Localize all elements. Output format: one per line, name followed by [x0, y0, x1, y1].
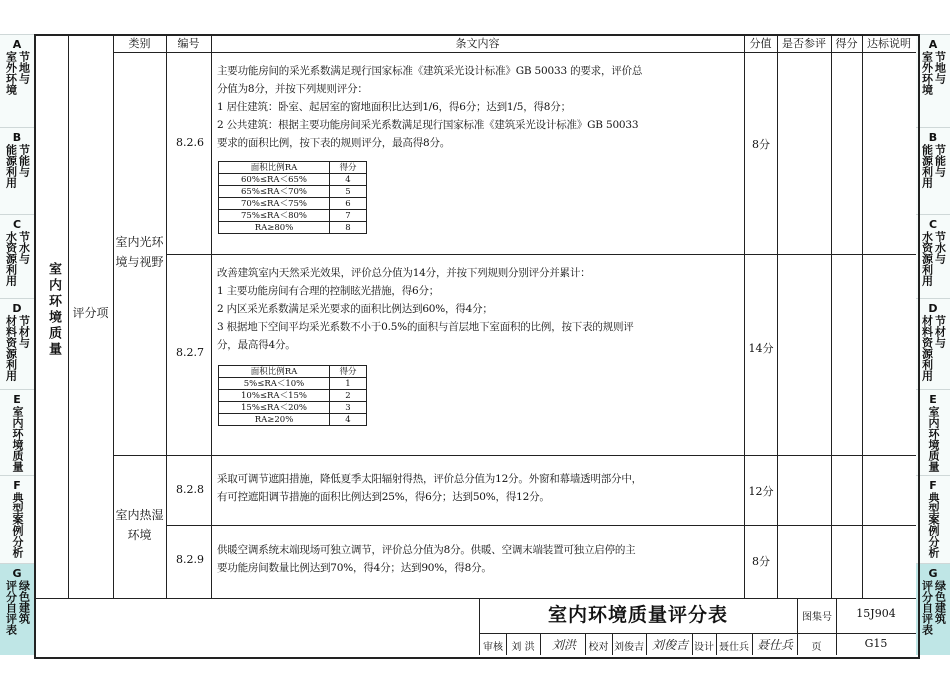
row-content — [217, 264, 741, 354]
side-tab-letter: A — [928, 38, 938, 51]
group-light — [113, 232, 166, 272]
table-row — [219, 402, 367, 414]
group-light-line2: 境与视野 — [115, 255, 164, 269]
content-line: 采取可调节遮阳措施，降低夏季太阳辐射得热，评价总分值为12分。外窗和幕墙透明部分中， — [217, 473, 642, 485]
side-tab-text: 评分自评表 — [4, 580, 18, 635]
table-row — [219, 210, 367, 222]
side-tab-text: 水资源利用 — [4, 231, 18, 286]
table-cell: 8 — [330, 222, 367, 234]
side-tab-text: 绿色建筑 — [933, 580, 947, 624]
table-cell: 6 — [330, 198, 367, 210]
side-tab-label — [916, 492, 950, 558]
side-tab-letter: B — [12, 131, 22, 144]
side-tab-g[interactable] — [916, 563, 950, 655]
content-line: 3 根据地下空间平均采光系数不小于0.5%的面积与首层地下室面积的比例，按下表的规则评 — [217, 321, 634, 333]
table-head-cell: 得分 — [330, 366, 367, 378]
side-tab-a[interactable] — [916, 34, 950, 128]
side-tab-text: 室外环境 — [920, 51, 934, 95]
table-row — [219, 390, 367, 402]
design-label: 设计 — [694, 642, 714, 653]
table-head-row — [219, 366, 367, 378]
grid-line — [744, 34, 745, 598]
table-cell: 10%≤RA＜15% — [219, 390, 330, 402]
score-table — [218, 161, 367, 234]
grid-line — [211, 34, 212, 598]
table-head-row — [219, 162, 367, 174]
content-line: 要求的面积比例，按下表的规则评分，最高得8分。 — [217, 137, 451, 149]
side-tab-text: 评分自评表 — [920, 580, 934, 635]
page-label: 页 — [811, 642, 822, 653]
side-tab-text: 节能与 — [17, 144, 31, 177]
checker-name: 刘俊吉 — [614, 642, 644, 653]
header-category: 类别 — [128, 37, 151, 50]
side-tab-label — [0, 406, 34, 472]
table-cell: 5 — [330, 186, 367, 198]
content-line: 改善建筑室内天然采光效果，评价总分值为14分，并按下列规则分别评分并累计： — [217, 267, 591, 279]
side-tab-text: 节地与 — [933, 51, 947, 84]
row-content — [217, 62, 741, 152]
table-cell: 1 — [330, 378, 367, 390]
side-tab-text: 节能与 — [933, 144, 947, 177]
table-row — [219, 222, 367, 234]
row-code: 8.2.9 — [176, 553, 204, 566]
header-content: 条文内容 — [455, 37, 500, 50]
atlas-label: 图集号 — [802, 612, 832, 623]
content-line: 主要功能房间的采光系数满足现行国家标准《建筑采光设计标准》GB 50033 的要求，评价总 — [217, 65, 643, 77]
side-tab-letter: F — [13, 479, 21, 492]
content-line: 1 主要功能房间有合理的控制眩光措施，得6分； — [217, 285, 440, 297]
side-tab-text: 节水与 — [17, 231, 31, 264]
sheet-title: 室内环境质量评分表 — [547, 604, 728, 626]
side-tab-e[interactable] — [0, 389, 34, 476]
atlas-number: 15J904 — [856, 607, 896, 620]
grid-line — [166, 254, 916, 255]
side-tab-text: 典型案例分析 — [927, 492, 940, 558]
group-light-line1: 室内光环 — [115, 235, 164, 249]
side-tab-f[interactable] — [0, 475, 34, 564]
designer-name: 聂仕兵 — [719, 642, 749, 653]
section-title: 室内环境质量 — [46, 262, 61, 358]
reviewer-signature: 刘洪 — [551, 638, 576, 652]
row-code: 8.2.7 — [176, 346, 204, 359]
table-row — [219, 198, 367, 210]
row-score: 12分 — [748, 485, 774, 498]
grid-line — [479, 633, 916, 634]
header-got: 得分 — [835, 37, 858, 50]
row-score: 8分 — [752, 138, 770, 151]
group-thermal-line1: 室内热湿 — [115, 508, 164, 522]
side-tab-letter: G — [12, 567, 22, 580]
check-label: 校对 — [588, 642, 609, 653]
side-tab-b[interactable] — [916, 127, 950, 215]
table-cell: 4 — [330, 174, 367, 186]
table-cell: 2 — [330, 390, 367, 402]
side-tab-letter: C — [12, 218, 22, 231]
side-tab-text: 节材与 — [17, 315, 31, 348]
checker-signature: 刘俊吉 — [651, 638, 688, 652]
side-tab-letter: G — [928, 567, 938, 580]
header-score: 分值 — [749, 37, 772, 50]
content-line: 2 公共建筑：根据主要功能房间采光系数满足现行国家标准《建筑采光设计标准》GB 50033 — [217, 119, 639, 131]
table-cell: 4 — [330, 414, 367, 426]
content-line: 分值为8分，并按下列规则评分： — [217, 83, 368, 95]
side-tab-label — [916, 315, 950, 381]
table-head-cell: 得分 — [330, 162, 367, 174]
side-tab-label — [0, 492, 34, 558]
side-tab-letter: C — [928, 218, 938, 231]
side-tab-letter: E — [929, 393, 937, 406]
score-table — [218, 365, 367, 426]
reviewer-name: 刘 洪 — [511, 642, 535, 653]
side-tab-label — [916, 144, 950, 188]
side-tab-e[interactable] — [916, 389, 950, 476]
side-tab-text: 绿色建筑 — [17, 580, 31, 624]
grid-line — [113, 455, 916, 456]
table-cell: RA≥20% — [219, 414, 330, 426]
group-thermal — [113, 505, 166, 545]
side-tab-c[interactable] — [916, 214, 950, 299]
review-label: 审核 — [483, 642, 503, 653]
side-tab-f[interactable] — [916, 475, 950, 564]
table-cell: 60%≤RA＜65% — [219, 174, 330, 186]
table-row — [219, 186, 367, 198]
row-score: 8分 — [752, 555, 770, 568]
table-cell: 65%≤RA＜70% — [219, 186, 330, 198]
content-line: 要功能房间数量比例达到70%，得4分；达到90%，得8分。 — [217, 562, 492, 574]
row-code: 8.2.6 — [176, 136, 204, 149]
side-tab-letter: D — [12, 302, 22, 315]
side-tab-text: 室内环境质量 — [11, 406, 24, 472]
side-tab-text: 能源利用 — [920, 144, 934, 188]
header-note: 达标说明 — [867, 37, 911, 50]
side-tab-label — [0, 231, 34, 286]
side-tab-a[interactable] — [0, 34, 34, 128]
row-code: 8.2.8 — [176, 483, 204, 496]
page-number: G15 — [864, 637, 888, 650]
grid-line — [166, 525, 916, 526]
header-code: 编号 — [177, 37, 200, 50]
row-score: 14分 — [748, 342, 774, 355]
table-cell: 70%≤RA＜75% — [219, 198, 330, 210]
side-tab-letter: F — [929, 479, 937, 492]
side-tab-label — [916, 51, 950, 95]
side-tab-label — [0, 315, 34, 381]
side-tab-label — [916, 231, 950, 286]
side-tab-label — [916, 406, 950, 472]
side-tab-text: 典型案例分析 — [11, 492, 24, 558]
row-content — [217, 541, 741, 577]
side-tab-text: 材料资源利用 — [4, 315, 18, 381]
table-row — [219, 378, 367, 390]
grid-line — [540, 633, 541, 655]
side-tab-text: 节地与 — [17, 51, 31, 84]
side-tab-label — [0, 144, 34, 188]
side-tab-d[interactable] — [0, 298, 34, 390]
grid-line — [113, 52, 916, 53]
table-head-cell: 面积比例RA — [219, 366, 330, 378]
side-tab-b[interactable] — [0, 127, 34, 215]
grid-line — [831, 34, 832, 598]
table-row — [219, 414, 367, 426]
content-line: 分，最高得4分。 — [217, 339, 296, 351]
side-tab-text: 材料资源利用 — [920, 315, 934, 381]
table-cell: 75%≤RA＜80% — [219, 210, 330, 222]
side-tab-d[interactable] — [916, 298, 950, 390]
grid-line — [646, 633, 647, 655]
table-cell: 7 — [330, 210, 367, 222]
side-tab-text: 室外环境 — [4, 51, 18, 95]
group-thermal-line2: 环境 — [127, 528, 152, 542]
side-tab-c[interactable] — [0, 214, 34, 299]
side-tab-text: 节材与 — [933, 315, 947, 348]
side-tab-letter: E — [13, 393, 21, 406]
table-cell: 5%≤RA＜10% — [219, 378, 330, 390]
side-tab-letter: B — [928, 131, 938, 144]
side-tab-letter: A — [12, 38, 22, 51]
content-line: 1 居住建筑：卧室、起居室的窗地面积比达到1/6，得6分；达到1/5，得8分； — [217, 101, 571, 113]
side-tab-text: 室内环境质量 — [927, 406, 940, 472]
table-cell: 15%≤RA＜20% — [219, 402, 330, 414]
table-row — [219, 174, 367, 186]
grid-line — [862, 34, 863, 598]
table-cell: 3 — [330, 402, 367, 414]
side-tab-label — [916, 580, 950, 635]
side-tab-text: 节水与 — [933, 231, 947, 264]
designer-signature: 聂仕兵 — [756, 638, 793, 652]
side-tab-text: 水资源利用 — [920, 231, 934, 286]
content-line: 有可控遮阳调节措施的面积比例达到25%，得6分；达到50%，得12分。 — [217, 491, 550, 503]
header-participate: 是否参评 — [782, 37, 826, 50]
side-tab-label — [0, 51, 34, 95]
content-line: 2 内区采光系数满足采光要求的面积比例达到60%，得4分； — [217, 303, 493, 315]
side-tab-text: 能源利用 — [4, 144, 18, 188]
table-cell: RA≥80% — [219, 222, 330, 234]
side-tab-letter: D — [928, 302, 938, 315]
item-type: 评分项 — [72, 306, 109, 320]
grid-line — [166, 34, 167, 598]
side-tab-label — [0, 580, 34, 635]
grid-line — [777, 34, 778, 598]
content-line: 供暖空调系统末端现场可独立调节，评价总分值为8分。供暖、空调末端装置可独立启停的主 — [217, 544, 636, 556]
side-tab-g[interactable] — [0, 563, 34, 655]
table-head-cell: 面积比例RA — [219, 162, 330, 174]
row-content — [217, 470, 741, 506]
